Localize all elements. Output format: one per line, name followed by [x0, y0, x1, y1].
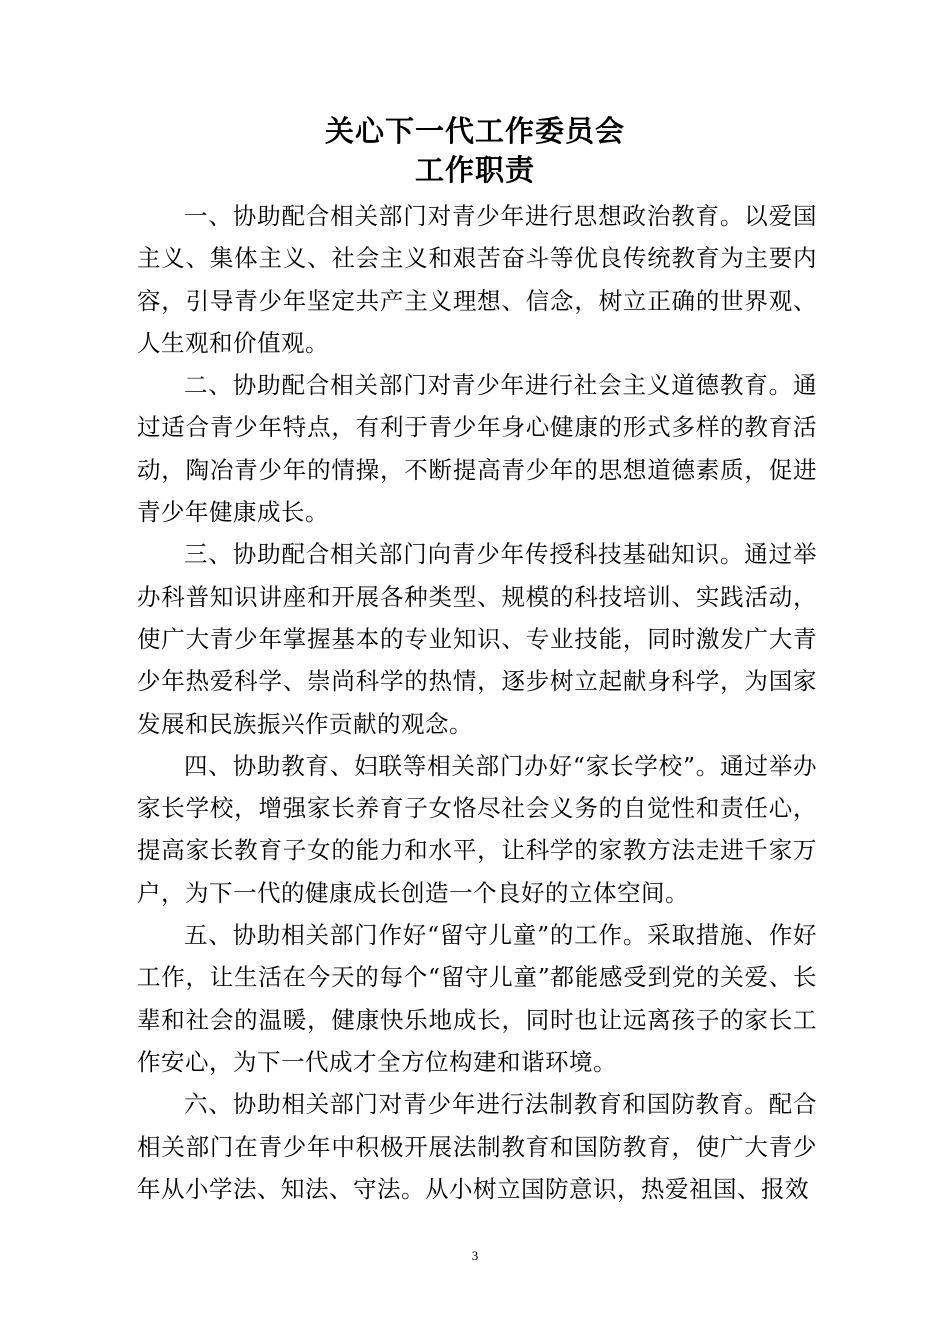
paragraph-6: 六、协助相关部门对青少年进行法制教育和国防教育。配合相关部门在青少年中积极开展法制教育和国防教育，使广大青少年从小学法、知法、守法。从小树立国防意识，热爱祖国、报效: [137, 1090, 817, 1203]
page-number: 3: [471, 1248, 479, 1263]
document-body: [137, 195, 817, 1210]
paragraph-5: 五、协助相关部门作好“留守儿童”的工作。采取措施、作好工作，让生活在今天的每个“留守儿童”都能感受到党的关爱、长辈和社会的温暖，健康快乐地成长，同时也让远离孩子的家长工作安心，为下一代成才全方位构建和谐环境。: [137, 921, 817, 1076]
paragraph-1: 一、协助配合相关部门对青少年进行思想政治教育。以爱国主义、集体主义、社会主义和艰苦奋斗等优良传统教育为主要内容，引导青少年坚定共产主义理想、信念，树立正确的世界观、人生观和价值观。: [137, 202, 817, 357]
paragraph-4: 四、协助教育、妇联等相关部门办好“家长学校”。通过举办家长学校，增强家长养育子女恪尽社会义务的自觉性和责任心，提高家长教育子女的能力和水平，让科学的家教方法走进千家万户，为下一代的健康成长创造一个良好的立体空间。: [137, 751, 817, 907]
document-title: 关心下一代工作委员会: [324, 114, 625, 148]
document-subtitle: 工作职责: [414, 153, 535, 187]
paragraph-3: 三、协助配合相关部门向青少年传授科技基础知识。通过举办科普知识讲座和开展各种类型、规模的科技培训、实践活动，使广大青少年掌握基本的专业知识、专业技能，同时激发广大青少年热爱科学、崇尚科学的热情，逐步树立起献身科学，为国家发展和民族振兴作贡献的观念。: [137, 540, 817, 738]
paragraph-2: 二、协助配合相关部门对青少年进行社会主义道德教育。通过适合青少年特点，有利于青少年身心健康的形式多样的教育活动，陶冶青少年的情操，不断提高青少年的思想道德素质，促进青少年健康成长。: [137, 371, 817, 527]
